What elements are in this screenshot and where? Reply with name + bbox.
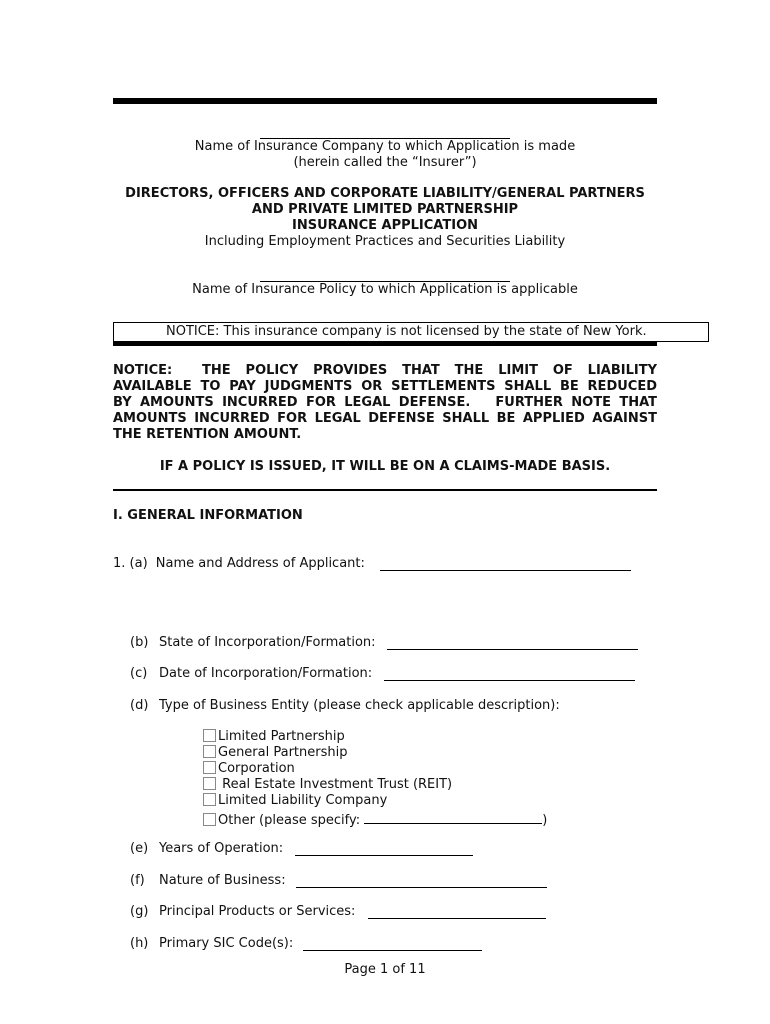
entity-option	[203, 809, 547, 829]
field-g-text: Principal Products or Services:	[159, 904, 356, 919]
entity-type-list	[203, 729, 547, 829]
checkbox-general-partnership[interactable]	[203, 745, 216, 758]
notice-line-2: AVAILABLE TO PAY JUDGMENTS OR SETTLEMENTS SHALL BE REDUCED	[113, 379, 657, 394]
page-number: Page 1 of 11	[344, 962, 426, 977]
section-divider	[113, 489, 657, 491]
entity-option	[203, 777, 547, 793]
field-c-text: Date of Incorporation/Formation:	[159, 666, 373, 681]
field-b-label: (b)	[130, 635, 149, 650]
primary-sic-code-input[interactable]	[303, 936, 482, 951]
field-d-text: Type of Business Entity (please check applicable description):	[159, 698, 560, 713]
insurer-caption: Name of Insurance Company to which Application is made	[194, 139, 576, 154]
entity-option-label: Other (please specify:	[218, 813, 361, 828]
section-title: I. GENERAL INFORMATION	[113, 508, 303, 523]
claims-made-notice: IF A POLICY IS ISSUED, IT WILL BE ON A CLAIMS-MADE BASIS.	[159, 459, 611, 474]
field-e-label: (e)	[130, 841, 149, 856]
entity-option-label: Corporation	[218, 761, 295, 776]
notice-paragraph	[113, 363, 657, 443]
policy-name-field[interactable]	[260, 267, 510, 282]
notice-line-3: BY AMOUNTS INCURRED FOR LEGAL DEFENSE. FURTHER NOTE THAT	[113, 395, 657, 410]
entity-option-label: General Partnership	[218, 745, 348, 760]
entity-option	[203, 729, 547, 745]
entity-option	[203, 793, 547, 809]
nature-of-business-input[interactable]	[296, 873, 547, 888]
title-line-1: DIRECTORS, OFFICERS AND CORPORATE LIABILITY/GENERAL PARTNERS	[125, 186, 645, 201]
state-of-incorporation-input[interactable]	[387, 635, 638, 650]
top-rule	[113, 98, 657, 104]
checkbox-llc[interactable]	[203, 793, 216, 806]
years-of-operation-input[interactable]	[295, 841, 473, 856]
field-b-text: State of Incorporation/Formation:	[159, 635, 376, 650]
checkbox-other[interactable]	[203, 813, 216, 826]
field-d-label: (d)	[130, 698, 149, 713]
notice-box-text: NOTICE: This insurance company is not licensed by the state of New York.	[166, 324, 647, 339]
other-specify-input[interactable]	[364, 809, 542, 824]
other-close-paren: )	[542, 813, 548, 828]
field-c-label: (c)	[130, 666, 148, 681]
subtitle: Including Employment Practices and Securities Liability	[204, 234, 566, 249]
field-h-text: Primary SIC Code(s):	[159, 936, 294, 951]
notice-rule	[113, 341, 657, 346]
principal-products-input[interactable]	[368, 904, 546, 919]
entity-option-label: Real Estate Investment Trust (REIT)	[218, 777, 453, 792]
notice-line-5: THE RETENTION AMOUNT.	[113, 427, 302, 442]
field-a-text: Name and Address of Applicant:	[155, 556, 365, 571]
entity-option	[203, 745, 547, 761]
field-row-a	[113, 556, 365, 571]
checkbox-reit[interactable]	[203, 777, 216, 790]
field-f-text: Nature of Business:	[159, 873, 286, 888]
entity-option	[203, 761, 547, 777]
field-e-text: Years of Operation:	[159, 841, 284, 856]
checkbox-corporation[interactable]	[203, 761, 216, 774]
policy-caption: Name of Insurance Policy to which Application is applicable	[192, 282, 578, 297]
field-a-label: 1. (a)	[113, 556, 148, 571]
notice-line-4: AMOUNTS INCURRED FOR LEGAL DEFENSE SHALL BE APPLIED AGAINST	[113, 411, 657, 426]
insurer-name-field[interactable]	[260, 124, 510, 139]
field-f-label: (f)	[130, 873, 145, 888]
entity-option-label: Limited Partnership	[218, 729, 345, 744]
checkbox-limited-partnership[interactable]	[203, 729, 216, 742]
field-g-label: (g)	[130, 904, 149, 919]
field-h-label: (h)	[130, 936, 149, 951]
title-line-3: INSURANCE APPLICATION	[292, 218, 478, 233]
applicant-name-address-input[interactable]	[380, 556, 631, 571]
date-of-incorporation-input[interactable]	[384, 666, 635, 681]
notice-box	[113, 322, 709, 342]
notice-line-1: NOTICE: THE POLICY PROVIDES THAT THE LIMIT OF LIABILITY	[113, 363, 657, 378]
insurer-sub: (herein called the “Insurer”)	[293, 155, 477, 170]
entity-option-label: Limited Liability Company	[218, 793, 388, 808]
title-line-2: AND PRIVATE LIMITED PARTNERSHIP	[251, 202, 519, 217]
